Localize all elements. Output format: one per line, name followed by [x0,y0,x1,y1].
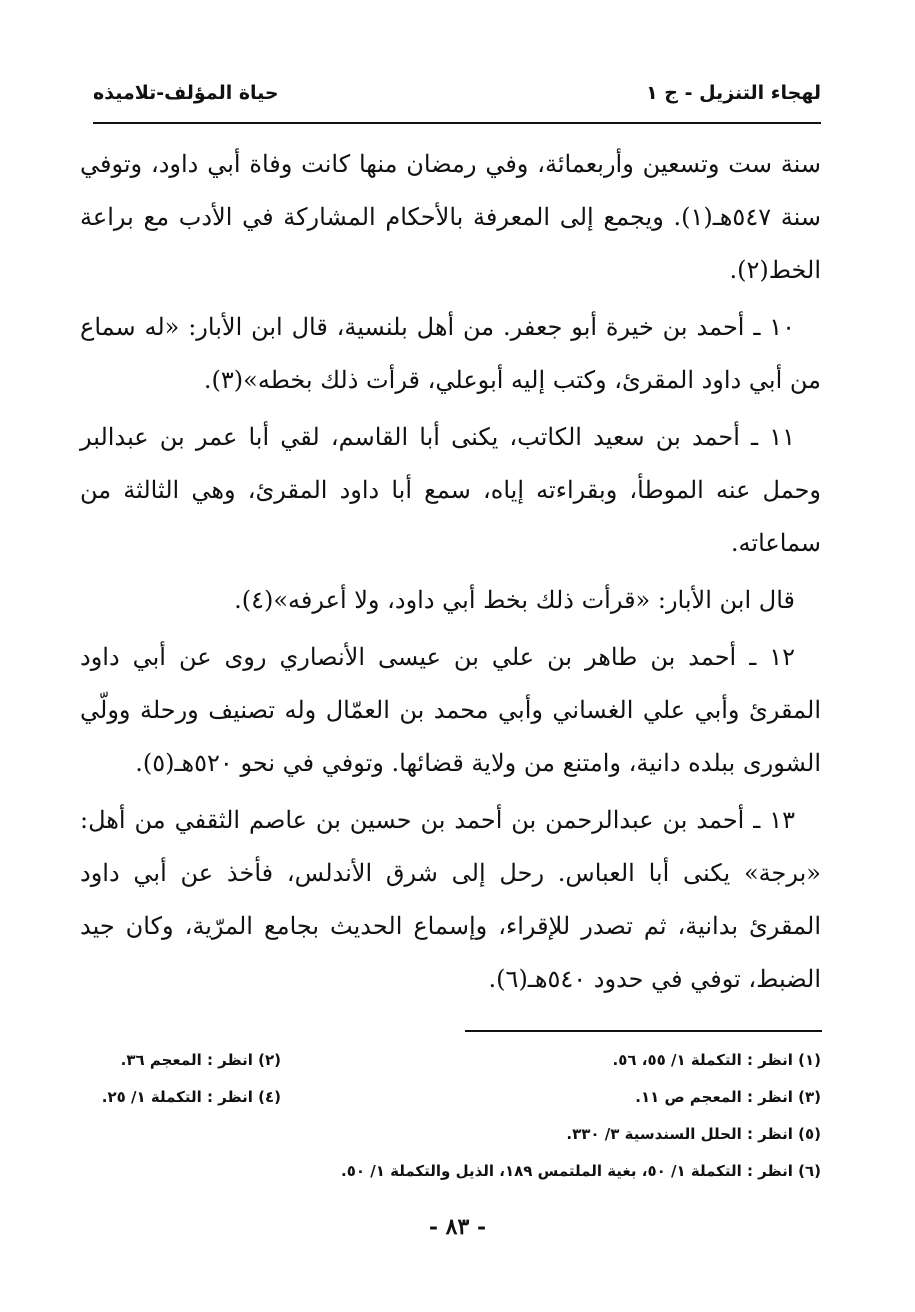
paragraph-continuation: سنة ست وتسعين وأربعمائة، وفي رمضان منها كانت وفاة أبي داود، وتوفي سنة ٥٤٧هـ(١). ويجمع إلى المعرفة بالأحكام المشاركة في الأدب مع براعة الخط(٢). [80,150,821,284]
footnote-2: (٢) انظر : المعجم ٣٦. [120,1051,281,1069]
footnote-6: (٦) انظر : التكملة ١/ ٥٠، بغية الملتمس ١٨٩، الذيل والتكملة ١/ ٥٠. [341,1162,821,1180]
footnote-3: (٣) انظر : المعجم ص ١١. [635,1088,821,1106]
page-number: - ٨٣ - [428,1214,487,1240]
footnote-5: (٥) انظر : الحلل السندسية ٣/ ٣٣٠. [566,1125,821,1143]
footnote-row [93,1116,821,1153]
entry-11-quote: قال ابن الأبار: «قرأت ذلك بخط أبي داود، ولا أعرفه»(٤). [234,586,795,614]
entry-13: ١٣ ـ أحمد بن عبدالرحمن بن أحمد بن حسين بن عاصم الثقفي من أهل: «برجة» يكنى أبا العباس. رحل إلى شرق الأندلس، فأخذ عن أبي داود المقرئ بدانية، ثم تصدر للإقراء، وإسماع الحديث بجامع المرّية، وكان جيد الضبط، توفي في حدود ٥٤٠هـ(٦). [80,806,821,993]
page-header [93,78,821,124]
footnote-row [93,1042,821,1079]
entry-12: ١٢ ـ أحمد بن طاهر بن علي بن عيسى الأنصاري روى عن أبي داود المقرئ وأبي علي الغساني وأبي محمد بن العمّال وله تصنيف ورحلة وولّي الشورى ببلده دانية، وامتنع من ولاية قضائها. وتوفي في نحو ٥٢٠هـ(٥). [80,643,821,777]
entry-10: ١٠ ـ أحمد بن خيرة أبو جعفر. من أهل بلنسية، قال ابن الأبار: «له سماع من أبي داود المقرئ، وكتب إليه أبوعلي، قرأت ذلك بخطه»(٣). [80,313,821,394]
book-title: لهجاء التنزيل - ج ١ [646,82,821,104]
footnotes [93,1042,821,1190]
footnote-4: (٤) انظر : التكملة ١/ ٢٥. [101,1088,281,1106]
entry-11: ١١ ـ أحمد بن سعيد الكاتب، يكنى أبا القاسم، لقي أبا عمر بن عبدالبر وحمل عنه الموطأ، وبقراءته إياه، سمع أبا داود المقرئ، وهي الثالثة من سماعاته. [80,423,821,557]
footnote-row [93,1153,821,1190]
body-text [80,138,821,1010]
footnote-1: (١) انظر : التكملة ١/ ٥٥، ٥٦. [612,1051,821,1069]
footnote-divider [465,1030,822,1032]
section-title: حياة المؤلف-تلاميذه [93,82,279,104]
footnote-row [93,1079,821,1116]
